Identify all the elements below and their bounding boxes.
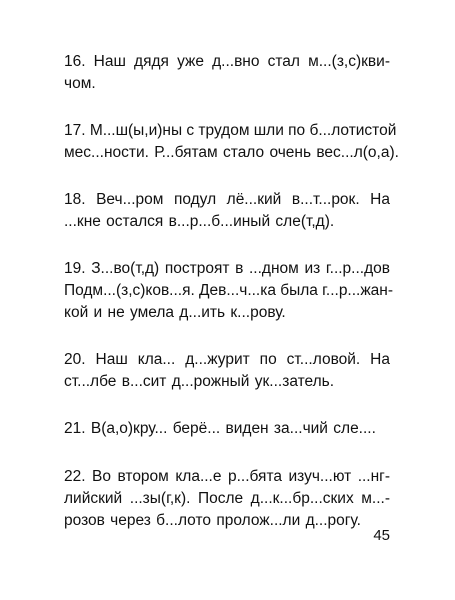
exercise-17 bbox=[64, 120, 399, 164]
page-number: 45 bbox=[373, 527, 390, 544]
exercise-line: 19. З...во(т,д) построят в ...дном из г...р...дов bbox=[64, 260, 390, 277]
exercise-line: кой и не умела д...ить к...рову. bbox=[64, 304, 286, 321]
exercise-22 bbox=[64, 466, 390, 532]
exercise-line: 17. М...ш(ы,и)ны с трудом шли по б...лотистой bbox=[64, 122, 397, 139]
exercise-18 bbox=[64, 189, 390, 233]
exercise-line: 16. Наш дядя уже д...вно стал м...(з,с)кви- bbox=[64, 53, 390, 70]
exercise-line: 18. Веч...ром подул лё...кий в...т...рок. На bbox=[64, 191, 390, 208]
exercise-line: розов через б...лото пролож...ли д...рогу. bbox=[64, 512, 361, 529]
exercise-line: 21. В(а,о)кру... берё... виден за...чий сле.... bbox=[64, 420, 376, 437]
exercise-line: лийский ...зы(г,к). После д...к...бр...ских м...- bbox=[64, 490, 390, 507]
exercise-16 bbox=[64, 51, 390, 95]
exercise-21 bbox=[64, 418, 390, 440]
exercise-line: Подм...(з,с)ков...я. Дев...ч...ка была г...р...жан- bbox=[64, 282, 393, 299]
exercise-20 bbox=[64, 349, 390, 393]
exercise-line: 20. Наш кла... д...журит по ст...ловой. На bbox=[64, 351, 390, 368]
exercise-line: чом. bbox=[64, 75, 96, 92]
exercise-line: ...кне остался в...р...б...иный сле(т,д). bbox=[64, 213, 335, 230]
exercise-line: ст...лбе в...сит д...рожный ук...затель. bbox=[64, 373, 335, 390]
exercise-19 bbox=[64, 258, 393, 324]
exercise-line: мес...ности. Р...бятам стало очень вес...л(о,а). bbox=[64, 144, 399, 161]
exercise-line: 22. Во втором кла...е р...бята изуч...ют ...нг- bbox=[64, 468, 390, 485]
